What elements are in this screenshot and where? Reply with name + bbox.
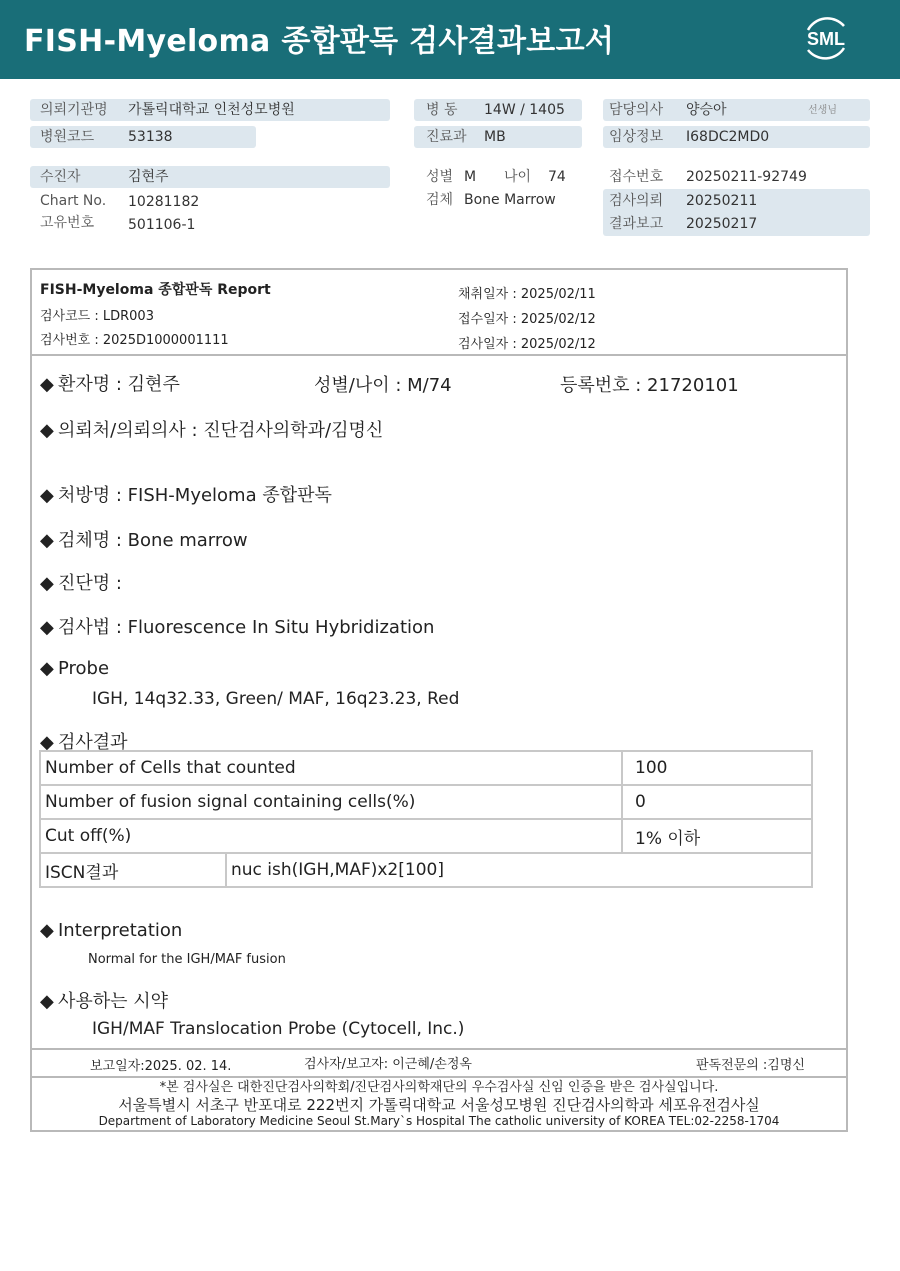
chart-label: Chart No. (40, 193, 107, 209)
requester: 의뢰처/의뢰의사 : 진단검사의학과/김명신 (58, 420, 384, 441)
report-header (32, 270, 846, 356)
table-row (40, 785, 812, 819)
hospital-label: 의뢰기관명 (40, 102, 108, 118)
table-row (40, 853, 812, 887)
report-number: 검사번호 : 2025D1000001111 (40, 333, 229, 348)
unique-value: 501106-1 (128, 217, 196, 233)
diamond-icon: ◆ (40, 920, 54, 941)
ward-value: 14W / 1405 (484, 102, 565, 118)
sml-logo-icon (800, 12, 852, 64)
reagent-title: 사용하는 시약 (58, 991, 169, 1012)
diamond-icon: ◆ (40, 617, 54, 638)
collect-date: 채취일자 : 2025/02/11 (458, 287, 596, 302)
diagnosis-line (40, 569, 122, 595)
iscn-label-cell: ISCN결과 (40, 853, 226, 887)
reg-no: 등록번호 : 21720101 (560, 375, 739, 396)
logo-text: SML (807, 29, 845, 49)
request-label: 검사의뢰 (609, 193, 664, 209)
report-footer-row (32, 1048, 846, 1078)
result-title: 검사결과 (58, 732, 128, 753)
diamond-icon: ◆ (40, 420, 54, 441)
result-value-cell: 1% 이하 (622, 819, 812, 853)
address-en: Department of Laboratory Medicine Seoul St.Mary`s Hospital The catholic university of KOREA TEL:02-2258-1704 (98, 1114, 780, 1128)
cert-note: *본 검사실은 대한진단검사의학회/진단검사의학재단의 우수검사실 신임 인증을 받은 검사실입니다. (159, 1080, 719, 1095)
receipt-value: 20250211-92749 (686, 169, 807, 185)
reagent-line (40, 987, 168, 1013)
hospital-code-label: 병원코드 (40, 129, 95, 145)
inspector: 검사자/보고자: 이근혜/손정옥 (304, 1057, 472, 1072)
result-value-cell: 100 (622, 751, 812, 785)
method-line (40, 613, 434, 639)
diamond-icon: ◆ (40, 573, 54, 594)
address-kr: 서울특별시 서초구 반포대로 222번지 가톨릭대학교 서울성모병원 진단검사의학과 세포유전검사실 (118, 1096, 760, 1114)
report-date: 보고일자:2025. 02. 14. (90, 1059, 232, 1074)
test-date: 검사일자 : 2025/02/12 (458, 337, 596, 352)
sex-label: 성별 (426, 169, 454, 185)
age-value: 74 (548, 169, 566, 185)
specimen-line (40, 526, 248, 552)
request-value: 20250211 (686, 193, 758, 209)
prescription: 처방명 : FISH-Myeloma 종합판독 (58, 485, 332, 506)
patient-pill (30, 166, 390, 188)
specimen-name: 검체명 : Bone marrow (58, 530, 248, 551)
page-header (0, 0, 900, 79)
sex-value: M (464, 169, 477, 185)
diamond-icon: ◆ (40, 530, 54, 551)
report-box (30, 268, 848, 1132)
hospital-code-value: 53138 (128, 129, 173, 145)
patient-label: 수진자 (40, 169, 81, 185)
report-code: 검사코드 : LDR003 (40, 309, 154, 324)
probe-title: Probe (58, 658, 110, 679)
table-row (40, 819, 812, 853)
doctor-suffix: 선생님 (808, 105, 837, 116)
specialist: 판독전문의 :김명신 (696, 1058, 805, 1073)
page-title: FISH-Myeloma 종합판독 검사결과보고서 (24, 24, 615, 59)
clinical-value: I68DC2MD0 (686, 129, 770, 145)
reagent-value: IGH/MAF Translocation Probe (Cytocell, Inc.) (92, 1019, 465, 1039)
interp-title: Interpretation (58, 920, 183, 941)
probe-line (40, 658, 109, 679)
doctor-label: 담당의사 (609, 102, 664, 118)
result-value-cell: 0 (622, 785, 812, 819)
probe-value: IGH, 14q32.33, Green/ MAF, 16q23.23, Red (92, 689, 460, 709)
receipt-date: 접수일자 : 2025/02/12 (458, 312, 596, 327)
dept-value: MB (484, 129, 506, 145)
chart-value: 10281182 (128, 194, 200, 210)
hospital-value: 가톨릭대학교 인천성모병원 (128, 102, 295, 118)
result-label: 결과보고 (609, 216, 664, 232)
result-label-cell: Number of Cells that counted (40, 751, 622, 785)
clinical-label: 임상정보 (609, 129, 664, 145)
interp-line (40, 920, 182, 941)
age-label: 나이 (504, 169, 532, 185)
patient-value: 김현주 (128, 169, 169, 185)
diamond-icon: ◆ (40, 658, 54, 679)
ward-label: 병 동 (426, 102, 458, 118)
method: 검사법 : Fluorescence In Situ Hybridization (58, 617, 435, 638)
table-row (40, 751, 812, 785)
specimen-value: Bone Marrow (464, 192, 556, 208)
report-title: FISH-Myeloma 종합판독 Report (40, 282, 271, 298)
prescription-line (40, 481, 332, 507)
diamond-icon: ◆ (40, 732, 54, 753)
sex-age: 성별/나이 : M/74 (314, 375, 452, 396)
result-label-cell: Cut off(%) (40, 819, 622, 853)
diamond-icon: ◆ (40, 991, 54, 1012)
result-label-cell: Number of fusion signal containing cells(%) (40, 785, 622, 819)
requester-line (40, 416, 383, 442)
diamond-icon: ◆ (40, 374, 54, 395)
doctor-value: 양승아 (686, 102, 727, 118)
result-table (39, 750, 813, 888)
interp-value: Normal for the IGH/MAF fusion (88, 952, 286, 967)
dept-label: 진료과 (426, 129, 467, 145)
patient-name-line (40, 370, 180, 396)
receipt-label: 접수번호 (609, 169, 664, 185)
diagnosis: 진단명 : (58, 573, 122, 594)
result-value: 20250217 (686, 216, 758, 232)
specimen-label: 검체 (426, 192, 454, 208)
patient-name: 환자명 : 김현주 (58, 374, 180, 395)
diamond-icon: ◆ (40, 485, 54, 506)
unique-label: 고유번호 (40, 215, 95, 231)
iscn-value-cell: nuc ish(IGH,MAF)x2[100] (226, 853, 812, 887)
